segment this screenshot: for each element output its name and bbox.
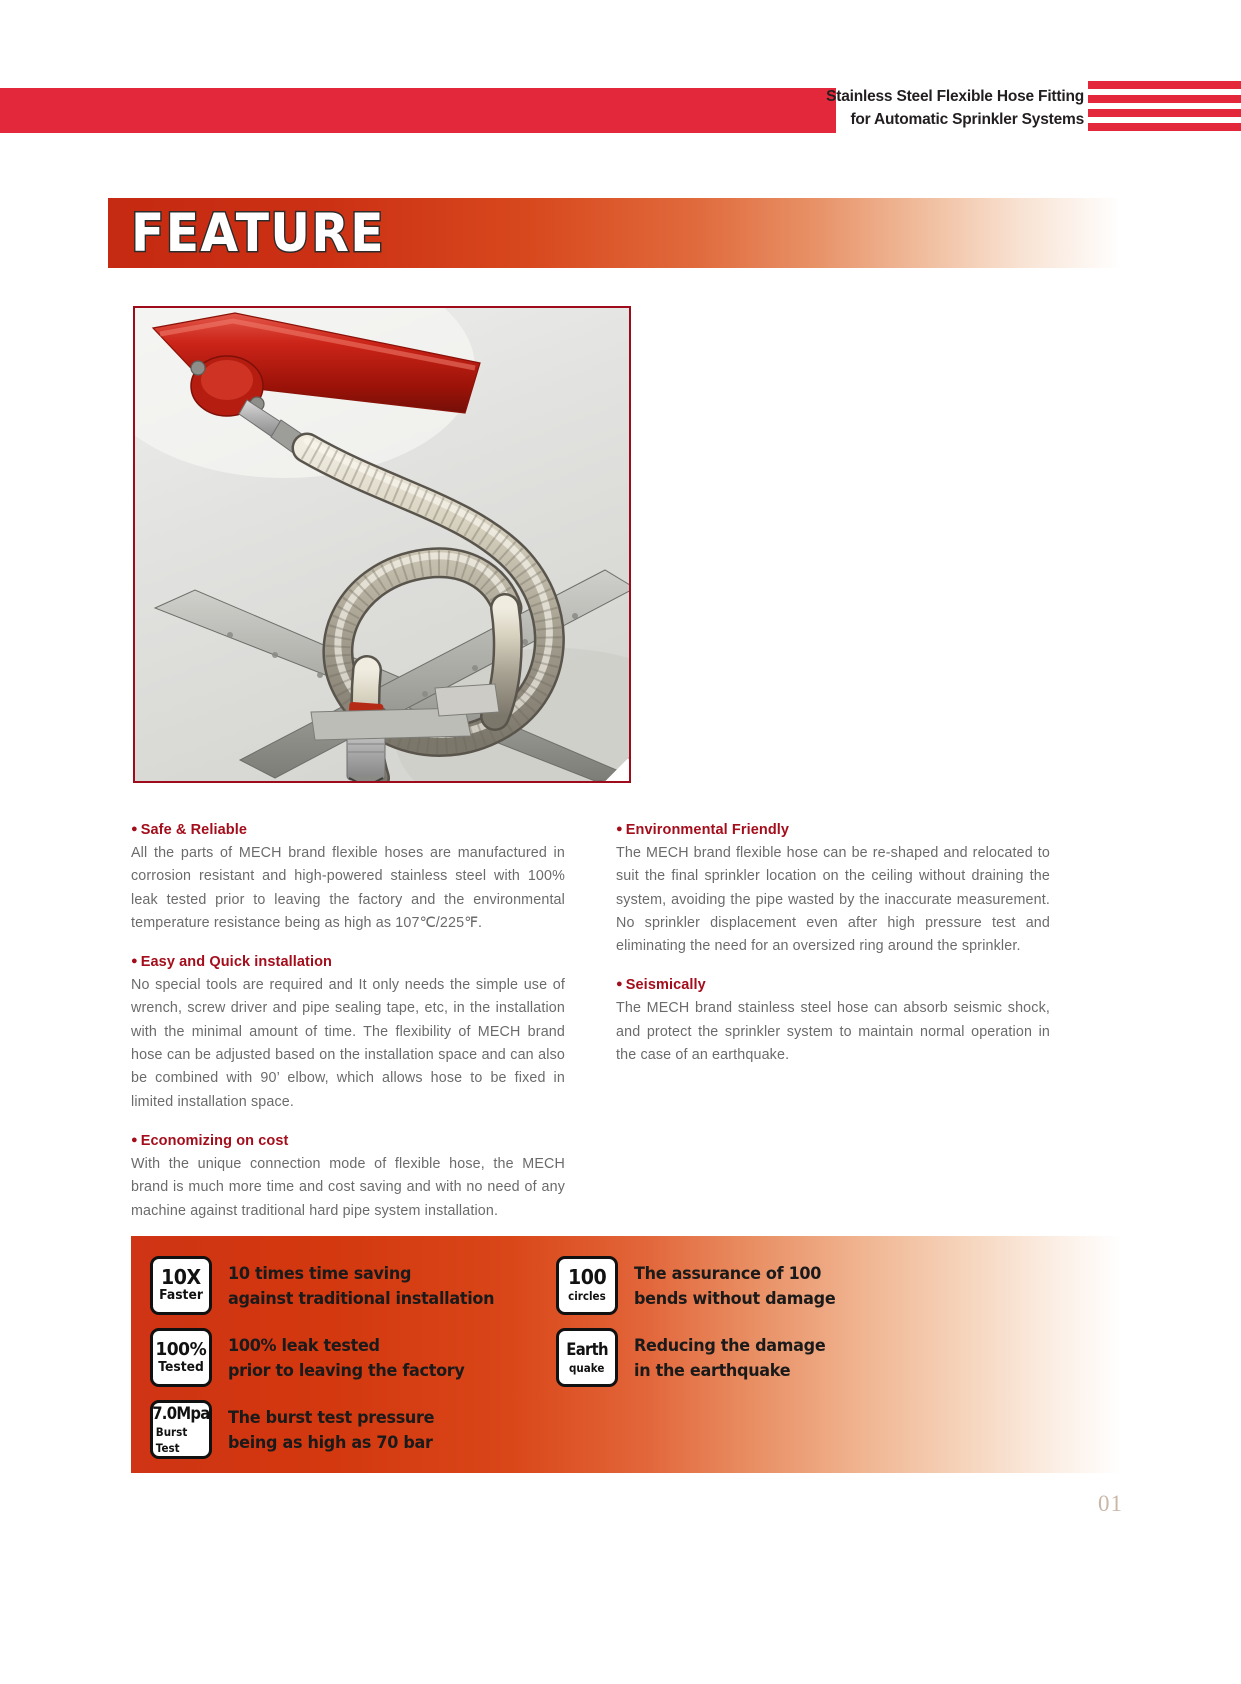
- highlight-text-line-2: against traditional installation: [228, 1288, 495, 1308]
- highlights-column-right: [556, 1256, 842, 1400]
- badge-icon-100-percent-tested: [150, 1328, 212, 1387]
- header-stripe-1: [1088, 81, 1241, 89]
- page-header: [0, 88, 1241, 133]
- bullet-dot-icon: ●: [616, 978, 623, 991]
- highlight-text-line-1: Reducing the damage: [634, 1335, 826, 1355]
- bullet-dot-icon: ●: [131, 1133, 138, 1146]
- header-title: [700, 85, 1084, 131]
- product-photo-illustration: [135, 308, 629, 781]
- badge-icon-earthquake: [556, 1328, 618, 1387]
- section-body-economizing-on-cost: With the unique connection mode of flexible hose, the MECH brand is much more time and cost saving and with no need of any machine against traditional hard pipe system installation.: [131, 1155, 565, 1219]
- highlight-item-earthquake: [556, 1328, 842, 1387]
- highlight-text-line-1: The assurance of 100: [634, 1263, 822, 1283]
- page-title: FEATURE: [131, 203, 385, 264]
- feature-column-left: [131, 822, 565, 1223]
- highlights-panel: [131, 1236, 1121, 1473]
- section-heading-seismically: ● Seismically: [616, 977, 706, 994]
- badge-bottom-text: Tested: [158, 1360, 204, 1375]
- header-stripe-3: [1088, 109, 1241, 117]
- highlight-item-100-percent-tested: [150, 1328, 502, 1387]
- badge-bottom-text: circles: [568, 1289, 606, 1303]
- section-heading-easy-quick-installation: ● Easy and Quick installation: [131, 954, 333, 971]
- page-number: 01: [1098, 1491, 1123, 1516]
- header-stripe-4: [1088, 123, 1241, 131]
- badge-icon-10x-faster: [150, 1256, 212, 1315]
- highlight-text-line-2: in the earthquake: [634, 1360, 791, 1380]
- highlight-text: [228, 1333, 465, 1383]
- feature-title-bar: [108, 198, 1121, 268]
- header-title-line-1: Stainless Steel Flexible Hose Fitting: [826, 88, 1084, 105]
- highlight-text: [634, 1261, 835, 1311]
- bullet-dot-icon: ●: [616, 823, 623, 835]
- feature-column-right: [616, 822, 1050, 1067]
- product-photo: [133, 306, 631, 783]
- highlight-text: [228, 1261, 494, 1311]
- badge-top-text: 10X: [161, 1265, 201, 1289]
- highlight-text-line-2: being as high as 70 bar: [228, 1432, 433, 1452]
- badge-icon-burst-test: [150, 1400, 212, 1459]
- highlight-text-line-2: bends without damage: [634, 1288, 836, 1308]
- badge-top-text: 100%: [155, 1339, 207, 1360]
- header-stripe-2: [1088, 95, 1241, 103]
- badge-bottom-text: Faster: [159, 1288, 203, 1303]
- highlight-text-line-1: 10 times time saving: [228, 1263, 412, 1283]
- section-body-seismically: The MECH brand stainless steel hose can absorb seismic shock, and protect the sprinkler system to maintain normal operation in the case of an earthquake.: [616, 1000, 1050, 1064]
- section-heading-economizing-on-cost: ● Economizing on cost: [131, 1132, 289, 1149]
- badge-icon-100-circles: [556, 1256, 618, 1315]
- highlights-column-left: [150, 1256, 502, 1472]
- header-stripes-decoration: [1088, 81, 1241, 141]
- highlight-text: [228, 1405, 434, 1455]
- highlight-item-10x-faster: [150, 1256, 502, 1315]
- badge-top-text: Earth: [566, 1340, 608, 1359]
- section-heading-environmental-friendly: ● Environmental Friendly: [616, 822, 790, 838]
- highlight-text-line-1: The burst test pressure: [228, 1407, 435, 1427]
- highlight-item-burst-test: [150, 1400, 502, 1459]
- section-body-easy-quick-installation: No special tools are required and It only needs the simple use of wrench, screw driver and pipe sealing tape, etc, in the installation with the minimal amount of time. The flexibility of MECH brand hose can be adjusted based on the installation space and can also be combined with 90’ elbow, which allows hose to be fixed in limited installation space.: [131, 977, 565, 1110]
- section-body-safe-reliable: All the parts of MECH brand flexible hoses are manufactured in corrosion resistant and high-powered stainless steel with 100% leak tested prior to leaving the factory and the environmental temperature resistance being as high as 107℃/225℉.: [131, 845, 565, 931]
- highlight-text: [634, 1333, 825, 1383]
- highlight-item-100-circles: [556, 1256, 842, 1315]
- badge-bottom-text: quake: [569, 1361, 605, 1375]
- header-title-line-2: for Automatic Sprinkler Systems: [850, 111, 1084, 128]
- highlight-text-line-2: prior to leaving the factory: [228, 1360, 465, 1380]
- section-body-environmental-friendly: The MECH brand flexible hose can be re-shaped and relocated to suit the final sprinkler location on the ceiling without draining the system, avoiding the pipe wasted by the inaccurate measurement. No sprinkler displacement even after high pressure test and eliminating the need for an oversized ring around the sprinkler.: [616, 845, 1050, 955]
- section-heading-safe-reliable: ● Safe & Reliable: [131, 822, 248, 838]
- badge-bottom-text: Burst Test: [155, 1425, 188, 1455]
- bullet-dot-icon: ●: [131, 955, 138, 968]
- highlight-text-line-1: 100% leak tested: [228, 1335, 380, 1355]
- bullet-dot-icon: ●: [131, 823, 138, 835]
- badge-top-text: 100: [567, 1265, 607, 1289]
- badge-top-text: 7.0Mpa: [152, 1404, 210, 1423]
